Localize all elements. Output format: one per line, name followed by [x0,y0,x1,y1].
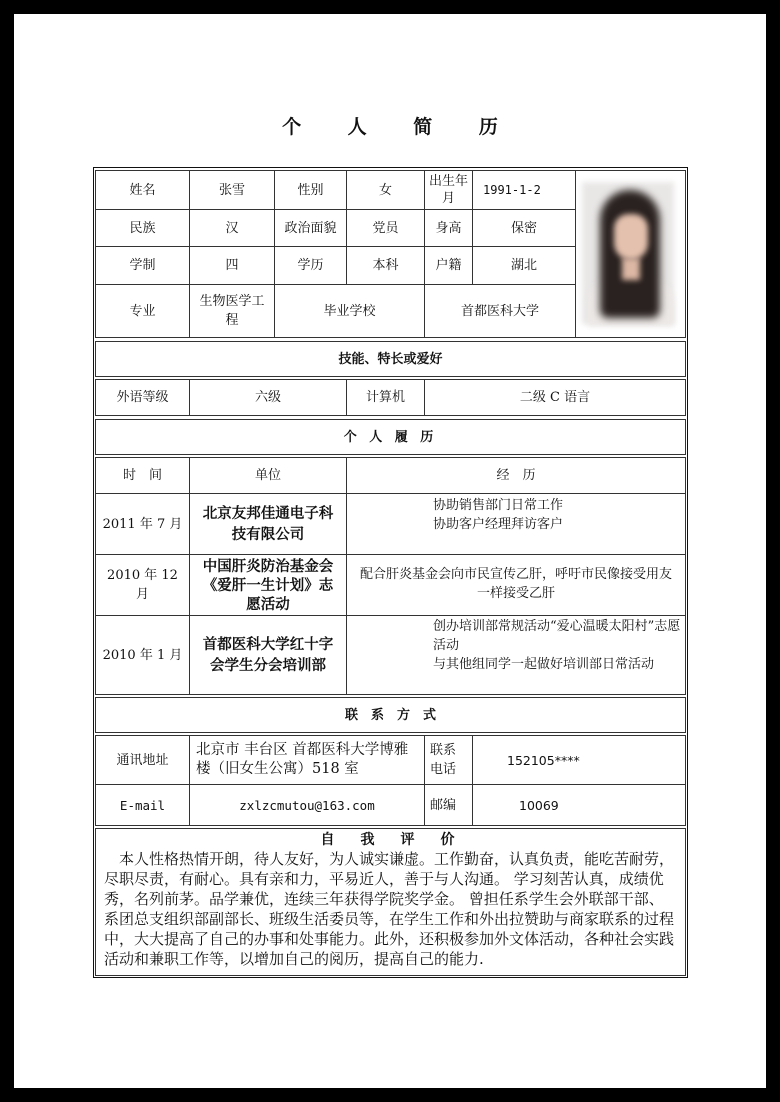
schooling-value: 四 [189,246,275,285]
height-label: 身高 [424,209,473,247]
foreign-value: 六级 [189,379,347,416]
hukou-label: 户籍 [424,246,473,285]
gender-value: 女 [346,170,425,210]
school-value: 首都医科大学 [424,284,576,338]
col-unit-header: 单位 [189,457,347,494]
birth-label: 出生年月 [424,170,473,210]
exp-line: 创办培训部常规活动“爱心温暖太阳村”志愿活动 [433,619,681,653]
exp-detail [346,554,686,616]
col-time-header: 时 间 [95,457,190,494]
exp-line: 配合肝炎基金会向市民宣传乙肝，呼吁市民像接受用友一样接受乙肝 [359,567,672,601]
page-title: 个 人 简 历 [282,116,518,138]
address-value: 北京市 丰台区 首都医科大学博雅楼（旧女生公寓）518 室 [189,735,425,785]
contact-header: 联 系 方 式 [95,697,686,733]
degree-value: 本科 [346,246,425,285]
zip-label: 邮编 [424,784,473,826]
foreign-label: 外语等级 [95,379,190,416]
zip-value: 10069 [472,784,686,826]
major-value: 生物医学工程 [189,284,275,338]
exp-line: 协助客户经理拜访客户 [433,517,564,532]
ethnicity-value: 汉 [189,209,275,247]
height-value: 保密 [472,209,576,247]
skills-header: 技能、特长或爱好 [95,341,686,377]
exp-line: 与其他组同学一起做好培训部日常活动 [433,657,655,672]
gender-label: 性别 [274,170,347,210]
phone-label: 联系电话 [424,735,473,785]
exp-unit: 北京友邦佳通电子科技有限公司 [189,493,347,555]
political-value: 党员 [346,209,425,247]
school-label: 毕业学校 [274,284,425,338]
exp-time: 2011 年 7 月 [95,493,190,555]
name-label: 姓名 [95,170,190,210]
exp-unit: 中国肝炎防治基金会《爱肝一生计划》志愿活动 [189,554,347,616]
computer-value: 二级 C 语言 [424,379,686,416]
computer-label: 计算机 [346,379,425,416]
self-evaluation [95,828,686,976]
birth-value: 1991-1-2 [472,170,576,210]
degree-label: 学历 [274,246,347,285]
profile-photo [578,172,682,330]
exp-detail [346,615,686,695]
name-value: 张雪 [189,170,275,210]
exp-unit: 首都医科大学红十字会学生分会培训部 [189,615,347,695]
schooling-label: 学制 [95,246,190,285]
col-exp-header: 经 历 [346,457,686,494]
hukou-value: 湖北 [472,246,576,285]
exp-time: 2010 年 1 月 [95,615,190,695]
political-label: 政治面貌 [274,209,347,247]
exp-time: 2010 年 12 月 [95,554,190,616]
email-value: zxlzcmutou@163.com [189,784,425,826]
exp-detail [346,493,686,555]
major-label: 专业 [95,284,190,338]
address-label: 通讯地址 [95,735,190,785]
ethnicity-label: 民族 [95,209,190,247]
evaluation-text: 本人性格热情开朗，待人友好，为人诚实谦虚。工作勤奋，认真负责，能吃苦耐劳，尽职尽责，有耐心。具有亲和力，平易近人，善于与人沟通。 学习刻苦认真，成绩优秀，名列前茅。品学兼优，连续三年获得学院奖学金。 曾担任系学生会外联部干部、系团总支组织部副部长、班级生活委员等，在学生工作和外出拉赞助与商家联系的过程中，大大提高了自己的办事和处事能力。此外，还积极参加外文体活动，各种社会实践活动和兼职工作等，以增加自己的阅历，提高自己的能力. [104,850,675,968]
evaluation-header: 自 我 评 价 [320,832,461,848]
email-label: E-mail [95,784,190,826]
exp-line: 协助销售部门日常工作 [433,498,564,513]
experience-header: 个 人 履 历 [95,419,686,455]
phone-value: 152105**** [472,735,686,785]
